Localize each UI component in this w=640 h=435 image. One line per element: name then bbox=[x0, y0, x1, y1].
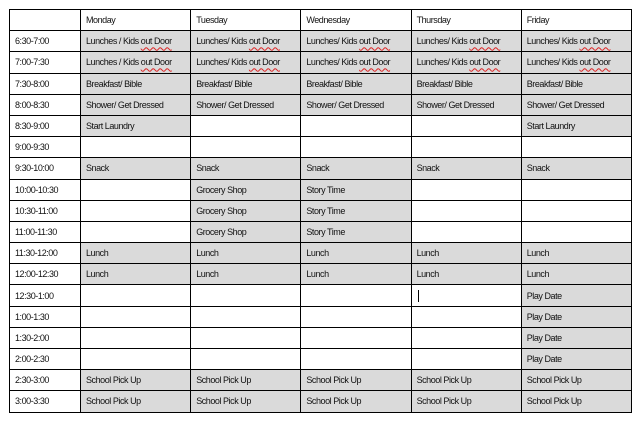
schedule-cell[interactable] bbox=[411, 94, 521, 115]
cell-text: Lunch bbox=[416, 248, 439, 259]
schedule-cell[interactable] bbox=[81, 73, 191, 94]
schedule-cell[interactable] bbox=[411, 370, 521, 391]
schedule-cell[interactable] bbox=[191, 349, 301, 370]
schedule-cell[interactable] bbox=[521, 200, 631, 221]
schedule-cell[interactable] bbox=[301, 52, 411, 73]
schedule-cell[interactable] bbox=[191, 327, 301, 348]
schedule-cell[interactable] bbox=[521, 115, 631, 136]
table-row bbox=[10, 264, 632, 285]
schedule-cell[interactable] bbox=[411, 115, 521, 136]
cell-text: Snack bbox=[306, 163, 330, 174]
cell-text: Snack bbox=[416, 163, 440, 174]
schedule-cell[interactable] bbox=[301, 200, 411, 221]
schedule-cell[interactable] bbox=[521, 327, 631, 348]
cell-text: Lunch bbox=[306, 248, 329, 259]
cell-text: Lunches/ Kids bbox=[306, 57, 360, 68]
schedule-cell[interactable] bbox=[411, 221, 521, 242]
schedule-cell[interactable] bbox=[521, 179, 631, 200]
schedule-cell[interactable] bbox=[521, 285, 631, 306]
schedule-cell[interactable] bbox=[191, 306, 301, 327]
header-cell-tuesday[interactable]: Tuesday bbox=[191, 10, 301, 31]
cell-text: Lunch bbox=[306, 269, 329, 280]
cell-text: School Pick Up bbox=[416, 396, 472, 407]
table-row bbox=[10, 243, 632, 264]
spellcheck-flagged-text: out Door bbox=[579, 36, 611, 47]
cell-text: School Pick Up bbox=[526, 396, 582, 407]
spreadsheet-page bbox=[9, 9, 631, 413]
schedule-cell[interactable] bbox=[191, 200, 301, 221]
time-slot-cell[interactable]: 10:30-11:00 bbox=[10, 200, 81, 221]
spellcheck-flagged-text: out Door bbox=[248, 57, 280, 68]
cell-text: Lunch bbox=[526, 269, 550, 280]
schedule-cell[interactable] bbox=[301, 306, 411, 327]
schedule-cell[interactable] bbox=[191, 285, 301, 306]
time-slot-cell[interactable]: 7:00-7:30 bbox=[10, 52, 81, 73]
schedule-cell[interactable] bbox=[411, 391, 521, 412]
spellcheck-flagged-text: out Door bbox=[359, 36, 391, 47]
schedule-cell[interactable] bbox=[81, 137, 191, 158]
schedule-cell[interactable] bbox=[191, 52, 301, 73]
cell-text: Lunches/ Kids bbox=[196, 36, 249, 47]
table-row bbox=[10, 31, 632, 52]
time-slot-cell[interactable]: 1:30-2:00 bbox=[10, 327, 81, 348]
schedule-cell[interactable] bbox=[301, 285, 411, 306]
time-slot-cell[interactable]: 8:30-9:00 bbox=[10, 115, 81, 136]
schedule-cell[interactable] bbox=[521, 349, 631, 370]
schedule-cell[interactable] bbox=[521, 264, 631, 285]
table-row bbox=[10, 391, 632, 412]
schedule-cell[interactable] bbox=[411, 31, 521, 52]
time-slot-cell[interactable]: 9:00-9:30 bbox=[10, 137, 81, 158]
schedule-cell[interactable] bbox=[301, 137, 411, 158]
schedule-cell[interactable] bbox=[521, 52, 631, 73]
schedule-cell[interactable] bbox=[411, 179, 521, 200]
schedule-cell[interactable] bbox=[521, 391, 631, 412]
schedule-cell[interactable] bbox=[81, 285, 191, 306]
schedule-cell[interactable] bbox=[81, 306, 191, 327]
cell-text: Lunches / Kids bbox=[86, 36, 141, 47]
cell-text: Breakfast/ Bible bbox=[526, 78, 583, 89]
schedule-cell[interactable] bbox=[521, 158, 631, 179]
cell-text: Shower/ Get Dressed bbox=[196, 99, 274, 110]
cell-text: Breakfast/ Bible bbox=[196, 78, 253, 89]
cell-text: School Pick Up bbox=[86, 375, 141, 386]
cell-text: Start Laundry bbox=[86, 121, 135, 132]
cell-text: Lunch bbox=[416, 269, 439, 280]
time-slot-cell[interactable]: 10:00-10:30 bbox=[10, 179, 81, 200]
schedule-cell[interactable] bbox=[521, 243, 631, 264]
schedule-cell[interactable] bbox=[411, 327, 521, 348]
cell-text: Play Date bbox=[526, 311, 562, 322]
cell-text: Play Date bbox=[526, 290, 562, 301]
schedule-cell[interactable] bbox=[411, 52, 521, 73]
header-cell-wednesday[interactable]: Wednesday bbox=[301, 10, 411, 31]
cell-text: Lunch bbox=[196, 248, 219, 259]
schedule-cell[interactable] bbox=[191, 264, 301, 285]
time-slot-cell[interactable]: 12:30-1:00 bbox=[10, 285, 81, 306]
schedule-cell[interactable] bbox=[301, 94, 411, 115]
schedule-cell[interactable] bbox=[301, 327, 411, 348]
cell-text: Lunches/ Kids bbox=[196, 57, 249, 68]
cell-text: Lunches/ Kids bbox=[416, 57, 470, 68]
schedule-cell[interactable] bbox=[81, 115, 191, 136]
table-row bbox=[10, 327, 632, 348]
schedule-cell[interactable] bbox=[81, 94, 191, 115]
table-row bbox=[10, 349, 632, 370]
schedule-cell[interactable] bbox=[411, 264, 521, 285]
schedule-cell[interactable] bbox=[521, 94, 631, 115]
time-slot-cell[interactable]: 6:30-7:00 bbox=[10, 31, 81, 52]
table-row bbox=[10, 179, 632, 200]
schedule-cell[interactable] bbox=[81, 158, 191, 179]
table-row bbox=[10, 221, 632, 242]
schedule-cell[interactable] bbox=[81, 349, 191, 370]
schedule-cell[interactable] bbox=[411, 243, 521, 264]
time-slot-cell[interactable]: 8:00-8:30 bbox=[10, 94, 81, 115]
cell-text: Shower/ Get Dressed bbox=[86, 99, 164, 110]
schedule-cell[interactable] bbox=[191, 370, 301, 391]
cell-text: Snack bbox=[86, 163, 109, 174]
header-corner-cell[interactable] bbox=[10, 10, 81, 31]
schedule-cell[interactable] bbox=[191, 179, 301, 200]
schedule-cell[interactable] bbox=[191, 221, 301, 242]
schedule-cell[interactable] bbox=[521, 137, 631, 158]
schedule-cell[interactable] bbox=[191, 94, 301, 115]
schedule-cell[interactable] bbox=[191, 115, 301, 136]
header-cell-thursday[interactable]: Thursday bbox=[411, 10, 521, 31]
cell-text: Start Laundry bbox=[526, 121, 575, 132]
spellcheck-flagged-text: out Door bbox=[359, 57, 391, 68]
cell-text: Breakfast/ Bible bbox=[416, 78, 473, 89]
schedule-cell[interactable] bbox=[301, 243, 411, 264]
schedule-cell[interactable] bbox=[81, 391, 191, 412]
schedule-cell[interactable] bbox=[301, 349, 411, 370]
table-row bbox=[10, 306, 632, 327]
table-row bbox=[10, 200, 632, 221]
spellcheck-flagged-text: out Door bbox=[469, 36, 501, 47]
spellcheck-flagged-text: out Door bbox=[469, 57, 501, 68]
spellcheck-flagged-text: out Door bbox=[140, 36, 172, 47]
schedule-cell[interactable] bbox=[521, 306, 631, 327]
table-row bbox=[10, 370, 632, 391]
cell-text: Play Date bbox=[526, 354, 562, 365]
schedule-cell[interactable] bbox=[81, 200, 191, 221]
cell-text: Play Date bbox=[526, 332, 562, 343]
header-cell-monday[interactable]: Monday bbox=[81, 10, 191, 31]
cell-text: Lunches/ Kids bbox=[526, 57, 580, 68]
cell-text: Grocery Shop bbox=[196, 184, 247, 195]
time-slot-cell[interactable]: 2:30-3:00 bbox=[10, 370, 81, 391]
cell-text: Grocery Shop bbox=[196, 205, 247, 216]
schedule-cell[interactable] bbox=[191, 158, 301, 179]
time-slot-cell[interactable]: 11:00-11:30 bbox=[10, 221, 81, 242]
cell-text: Story Time bbox=[306, 205, 345, 216]
table-row bbox=[10, 158, 632, 179]
time-slot-cell[interactable]: 12:00-12:30 bbox=[10, 264, 81, 285]
time-slot-cell[interactable]: 1:00-1:30 bbox=[10, 306, 81, 327]
schedule-cell[interactable] bbox=[411, 200, 521, 221]
cell-text: Grocery Shop bbox=[196, 226, 247, 237]
schedule-cell[interactable] bbox=[81, 370, 191, 391]
header-cell-friday[interactable]: Friday bbox=[521, 10, 631, 31]
table-row bbox=[10, 285, 632, 306]
cell-text: Snack bbox=[196, 163, 219, 174]
cell-text: School Pick Up bbox=[416, 375, 472, 386]
time-slot-cell[interactable]: 7:30-8:00 bbox=[10, 73, 81, 94]
cell-text: Breakfast/ Bible bbox=[306, 78, 363, 89]
schedule-cell[interactable] bbox=[81, 31, 191, 52]
schedule-cell[interactable] bbox=[521, 31, 631, 52]
schedule-cell[interactable] bbox=[191, 73, 301, 94]
time-slot-cell[interactable]: 3:00-3:30 bbox=[10, 391, 81, 412]
cell-text: Lunches/ Kids bbox=[526, 36, 580, 47]
schedule-cell[interactable] bbox=[301, 115, 411, 136]
cell-text: Story Time bbox=[306, 184, 345, 195]
cell-text: School Pick Up bbox=[526, 375, 582, 386]
schedule-cell[interactable] bbox=[81, 221, 191, 242]
schedule-cell[interactable] bbox=[81, 264, 191, 285]
cell-text: Shower/ Get Dressed bbox=[416, 99, 495, 110]
time-slot-cell[interactable]: 11:30-12:00 bbox=[10, 243, 81, 264]
schedule-cell[interactable] bbox=[411, 73, 521, 94]
table-row bbox=[10, 115, 632, 136]
cell-text: Story Time bbox=[306, 226, 345, 237]
schedule-body bbox=[10, 31, 632, 412]
time-slot-cell[interactable]: 9:30-10:00 bbox=[10, 158, 81, 179]
spellcheck-flagged-text: out Door bbox=[248, 36, 280, 47]
schedule-cell[interactable] bbox=[411, 306, 521, 327]
schedule-cell[interactable] bbox=[301, 391, 411, 412]
cell-text: Lunch bbox=[526, 248, 550, 259]
cell-text: School Pick Up bbox=[196, 396, 251, 407]
schedule-cell[interactable] bbox=[81, 327, 191, 348]
schedule-cell[interactable] bbox=[301, 264, 411, 285]
cell-text: Lunches / Kids bbox=[86, 57, 141, 68]
schedule-cell[interactable] bbox=[301, 221, 411, 242]
table-row bbox=[10, 52, 632, 73]
schedule-cell[interactable] bbox=[301, 179, 411, 200]
header-row bbox=[10, 10, 632, 31]
schedule-cell[interactable] bbox=[521, 370, 631, 391]
schedule-cell[interactable] bbox=[191, 391, 301, 412]
schedule-cell[interactable] bbox=[191, 31, 301, 52]
cell-text: School Pick Up bbox=[306, 375, 362, 386]
cell-text: Lunch bbox=[196, 269, 219, 280]
schedule-cell[interactable] bbox=[301, 73, 411, 94]
cell-text: Lunches/ Kids bbox=[416, 36, 470, 47]
schedule-cell[interactable] bbox=[411, 285, 521, 306]
cell-text: Snack bbox=[526, 163, 550, 174]
spellcheck-flagged-text: out Door bbox=[140, 57, 172, 68]
schedule-cell[interactable] bbox=[411, 137, 521, 158]
schedule-cell[interactable] bbox=[301, 31, 411, 52]
table-row bbox=[10, 94, 632, 115]
cell-text: Lunch bbox=[86, 269, 109, 280]
cell-text: School Pick Up bbox=[86, 396, 141, 407]
schedule-cell[interactable] bbox=[411, 349, 521, 370]
spellcheck-flagged-text: out Door bbox=[579, 57, 611, 68]
cell-text: Shower/ Get Dressed bbox=[306, 99, 384, 110]
cell-text: Lunch bbox=[86, 248, 109, 259]
table-row bbox=[10, 137, 632, 158]
schedule-cell[interactable] bbox=[81, 243, 191, 264]
schedule-cell[interactable] bbox=[521, 221, 631, 242]
weekly-schedule-table bbox=[9, 9, 632, 413]
table-row bbox=[10, 73, 632, 94]
cell-text: Breakfast/ Bible bbox=[86, 78, 142, 89]
cell-text: School Pick Up bbox=[306, 396, 362, 407]
time-slot-cell[interactable]: 2:00-2:30 bbox=[10, 349, 81, 370]
schedule-cell[interactable] bbox=[521, 73, 631, 94]
schedule-cell[interactable] bbox=[301, 158, 411, 179]
schedule-cell[interactable] bbox=[411, 158, 521, 179]
schedule-cell[interactable] bbox=[81, 179, 191, 200]
text-cursor bbox=[418, 290, 420, 302]
cell-text: Lunches/ Kids bbox=[306, 36, 360, 47]
schedule-cell[interactable] bbox=[191, 137, 301, 158]
cell-text: Shower/ Get Dressed bbox=[526, 99, 605, 110]
schedule-cell[interactable] bbox=[301, 370, 411, 391]
schedule-cell[interactable] bbox=[81, 52, 191, 73]
schedule-cell[interactable] bbox=[191, 243, 301, 264]
cell-text: School Pick Up bbox=[196, 375, 251, 386]
